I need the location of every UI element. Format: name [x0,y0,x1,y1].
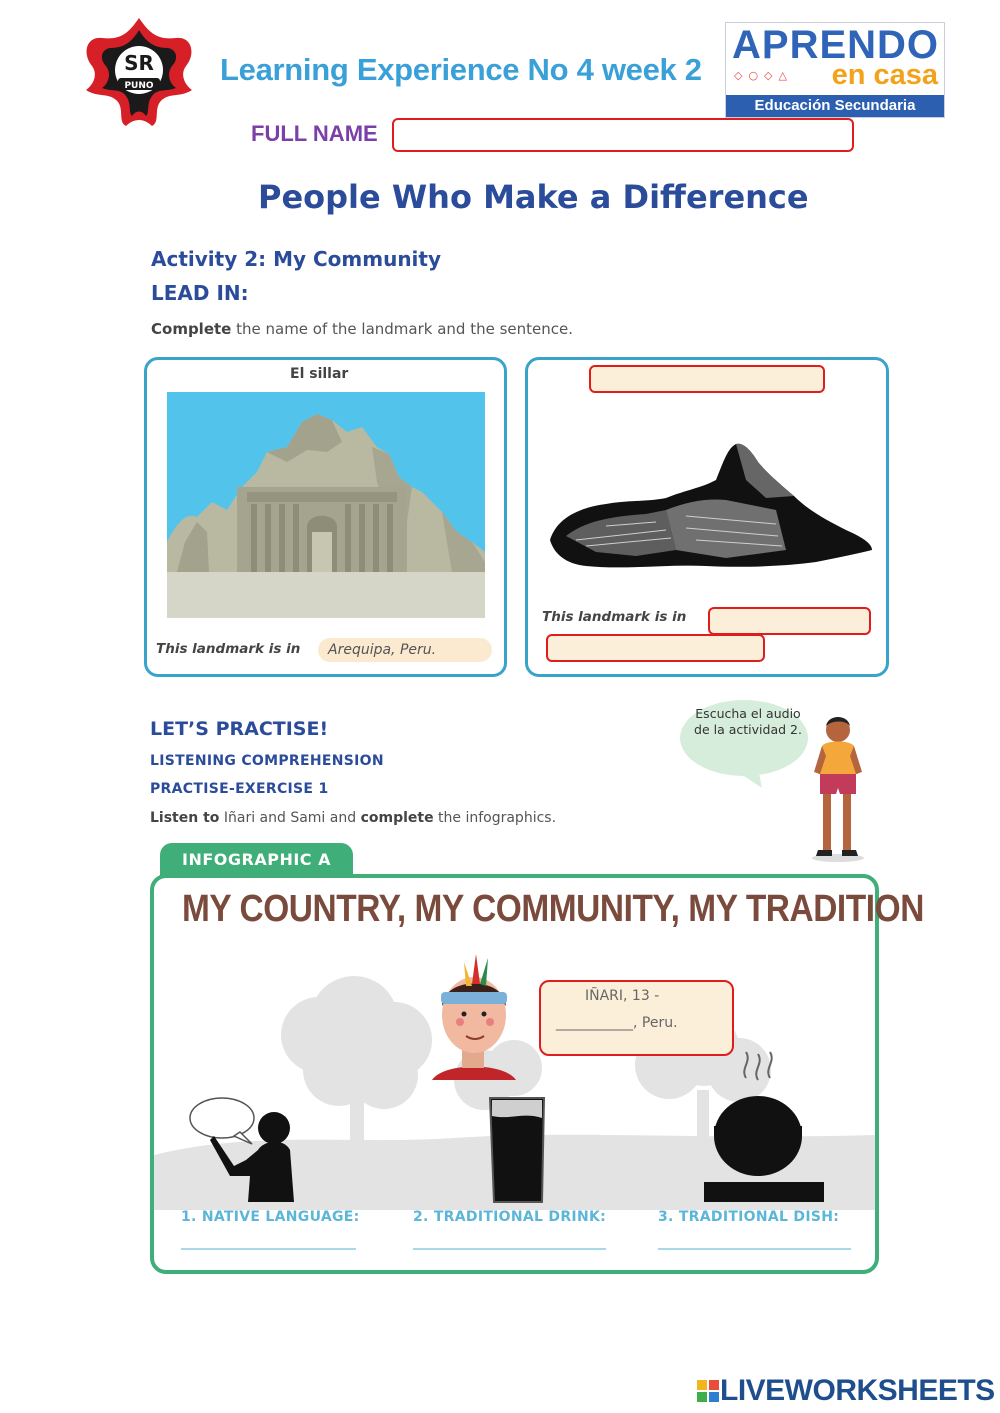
native-language-answer-line[interactable] [181,1248,356,1250]
lead-in-instruction [151,320,573,338]
landmark-sentence-left: This landmark is in [156,641,301,657]
page-title: People Who Make a Difference [258,178,809,216]
liveworksheets-icon [697,1380,719,1402]
practise-instruction [150,810,556,826]
landmark-sentence-right: This landmark is in [542,609,687,625]
lead-in-heading: LEAD IN: [151,281,249,305]
lets-practise-heading: LET’S PRACTISE! [150,718,329,740]
svg-text:SR: SR [124,51,154,75]
aprendo-logo-line1: APRENDO [732,23,940,67]
machu-picchu-image [546,440,876,580]
aprendo-logo-line2: en casa [831,59,938,91]
traditional-drink-icon [490,1098,544,1202]
el-sillar-image [167,392,485,618]
instruction-bold-text: Complete [151,320,232,338]
instruction-bold-complete: complete [360,810,434,826]
aprendo-en-casa-logo [725,22,945,118]
aprendo-logo-line3: Educación Secundaria [726,95,944,117]
instruction-bold-listen: Listen to [150,810,220,826]
full-name-label: FULL NAME [251,121,378,146]
landmark-answer-left: Arequipa, Peru. [318,638,492,662]
full-name-input[interactable] [392,118,854,152]
activity-title: Activity 2: My Community [151,247,442,271]
inari-name-age: IÑARI, 13 - [585,988,660,1004]
landmark-name-label: El sillar [290,366,349,382]
listening-comprehension-heading: LISTENING COMPREHENSION [150,753,384,769]
svg-text:PUNO: PUNO [124,81,154,91]
infographic-a-tab: INFOGRAPHIC A [160,843,353,877]
traditional-dish-label: 3. TRADITIONAL DISH: [658,1209,840,1225]
landmark-name-input[interactable] [589,365,825,393]
infographic-title: MY COUNTRY, MY COMMUNITY, MY TRADITION [182,888,924,930]
landmark-location-input-1[interactable] [708,607,871,635]
instruction-text: the name of the landmark and the sentence. [231,320,574,338]
aprendo-logo-shapes: ◇○◇△ [734,69,793,82]
instruction-end: the infographics. [433,810,557,826]
practise-exercise-heading: PRACTISE-EXERCISE 1 [150,781,329,797]
landmark-location-input-2[interactable] [546,634,765,662]
school-logo [80,14,198,130]
native-language-label: 1. NATIVE LANGUAGE: [181,1209,360,1225]
inari-place: ___________, Peru. [556,1015,678,1031]
traditional-drink-label: 2. TRADITIONAL DRINK: [413,1209,607,1225]
boy-illustration [800,712,870,864]
liveworksheets-brand: LIVEWORKSHEETS [720,1374,995,1407]
infographic-illustration [154,940,875,1210]
traditional-dish-answer-line[interactable] [658,1248,851,1250]
traditional-drink-answer-line[interactable] [413,1248,606,1250]
speech-bubble-text: Escucha el audio de la actividad 2. [694,706,802,737]
instruction-mid: Iñari and Sami and [219,810,361,826]
page-header-title: Learning Experience No 4 week 2 [220,52,702,87]
